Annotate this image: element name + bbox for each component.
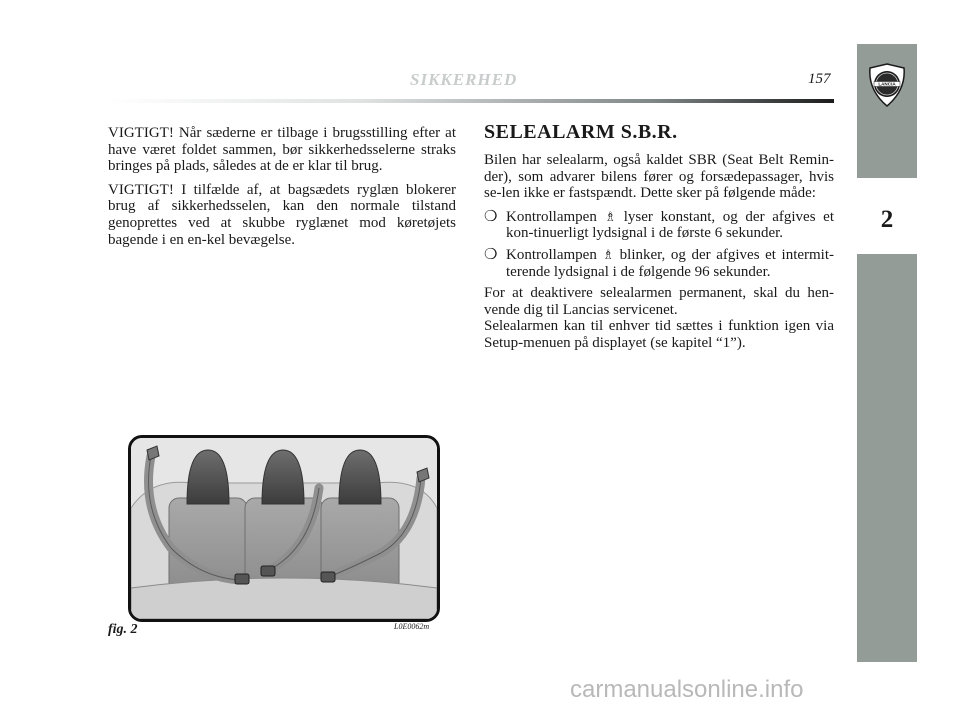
list-item — [484, 247, 834, 280]
figure-caption: fig. 2 — [108, 622, 138, 637]
figure-code: L0E0062m — [394, 622, 430, 631]
bullet-text-start: Kontrollampen — [506, 246, 597, 263]
watermark: carmanualsonline.info — [570, 676, 804, 703]
left-column — [108, 125, 456, 255]
important-note-backrest: VIGTIGT! I tilfælde af, at bagsædets ryglæn blokerer brug af sikkerhedsselen, kan den normale tilstand genoprettes ved at skubbe ryglænet mod køretøjets bagende i en en-kel bevægelse. — [108, 181, 456, 248]
logo-text: LANCIA — [878, 81, 896, 87]
deactivate-paragraph: For at deaktivere selealarmen permanent, skal du hen-vende dig til Lancias servicenet. — [484, 285, 834, 318]
seat-belt-warning-icon: ♗ — [604, 208, 617, 224]
setup-paragraph: Selealarmen kan til enhver tid sættes i funktion igen via Setup-menuen på displayet (se kapitel “1”). — [484, 318, 834, 351]
bullet-circle-icon: ❍ — [484, 246, 498, 263]
bullet-text-end: blinker, og der afgives et intermit-terende lydsignal i de følgende 96 sekunder. — [506, 246, 835, 280]
lancia-logo-icon — [866, 62, 908, 108]
page-header-title: SIKKERHED — [410, 70, 518, 89]
page-number: 157 — [808, 71, 831, 87]
important-note-seats: VIGTIGT! Når sæderne er tilbage i brugsstilling efter at have været foldet sammen, bør sikkerhedsselerne straks bringes på plads, således at de er klar til brug. — [108, 125, 456, 175]
intro-paragraph: Bilen har selealarm, også kaldet SBR (Seat Belt Remin-der), som advarer bilens fører og forsædepassager, hvis se-len ikke er fastspændt. Dette sker på følgende måde: — [484, 152, 834, 202]
seat-belt-warning-icon: ♗ — [602, 246, 615, 262]
bullet-text-start: Kontrollampen — [506, 208, 597, 225]
section-heading: SELEALARM S.B.R. — [484, 121, 678, 143]
header-rule — [108, 99, 834, 103]
rear-seat-belts-illustration — [128, 435, 440, 622]
list-item — [484, 209, 834, 242]
bullet-circle-icon: ❍ — [484, 208, 498, 225]
chapter-number: 2 — [880, 206, 894, 233]
chapter-side-tab — [857, 44, 917, 662]
right-column — [484, 152, 834, 359]
bullet-text-end: lyser konstant, og der afgives et kon-tinuerligt lydsignal i de første 6 sekunder. — [506, 208, 834, 242]
